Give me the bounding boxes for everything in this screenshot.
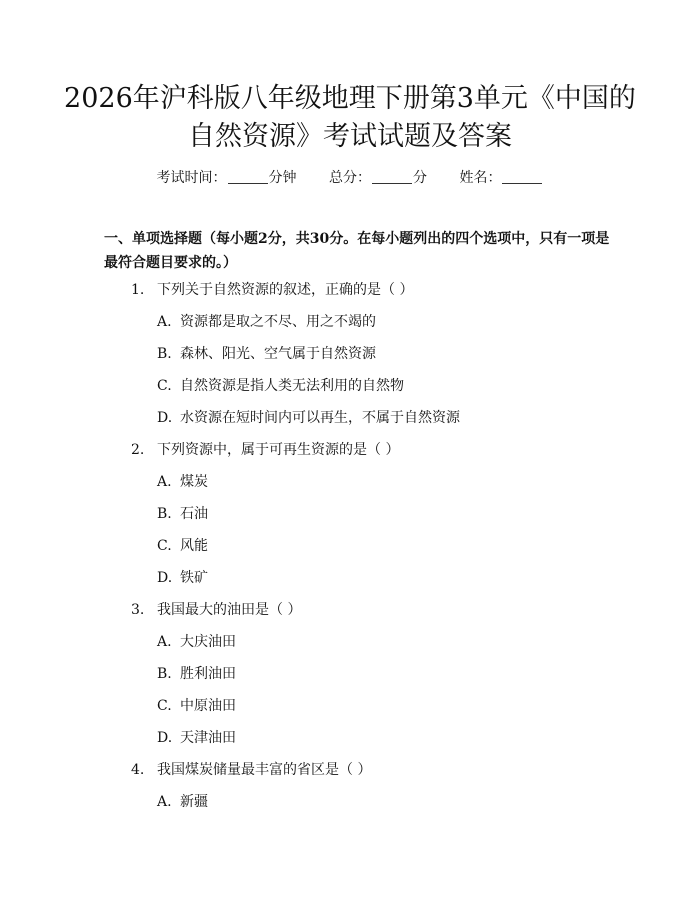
option-letter: D. bbox=[157, 410, 173, 426]
option-b bbox=[0, 342, 700, 374]
option-text: 石油 bbox=[180, 506, 208, 522]
option-letter: A. bbox=[157, 794, 172, 810]
option-letter: A. bbox=[157, 634, 172, 650]
option-letter: B. bbox=[157, 506, 172, 522]
exam-title: 2026年沪科版八年级地理下册第3单元《中国的自然资源》考试试题及答案 bbox=[64, 83, 636, 152]
student-name-label: 姓名： bbox=[459, 170, 502, 186]
total-score-label: 总分： bbox=[329, 170, 371, 186]
exam-time-field bbox=[157, 170, 297, 186]
question-stem bbox=[0, 598, 700, 630]
option-text: 资源都是取之不尽、用之不竭的 bbox=[180, 314, 376, 330]
option-c bbox=[0, 534, 700, 566]
total-score-field bbox=[329, 170, 427, 186]
option-a bbox=[0, 310, 700, 342]
question-stem bbox=[0, 438, 700, 470]
option-letter: A. bbox=[157, 474, 172, 490]
question-stem bbox=[0, 758, 700, 790]
option-letter: D. bbox=[157, 730, 173, 746]
question-text: 下列关于自然资源的叙述，正确的是（ ） bbox=[157, 282, 414, 298]
exam-time-label: 考试时间： bbox=[156, 170, 227, 186]
option-letter: B. bbox=[157, 666, 172, 682]
option-letter: C. bbox=[157, 378, 172, 394]
option-text: 中原油田 bbox=[180, 698, 236, 714]
option-text: 铁矿 bbox=[180, 570, 208, 586]
exam-time-unit: 分钟 bbox=[268, 170, 297, 186]
question-text: 下列资源中，属于可再生资源的是（ ） bbox=[157, 442, 400, 458]
question-number: 2. bbox=[131, 442, 145, 458]
option-text: 胜利油田 bbox=[180, 666, 236, 682]
question-number: 4. bbox=[131, 762, 145, 778]
question-number: 3. bbox=[131, 602, 145, 618]
option-a bbox=[0, 630, 700, 662]
option-b bbox=[0, 502, 700, 534]
option-text: 自然资源是指人类无法利用的自然物 bbox=[180, 378, 404, 394]
total-score-blank bbox=[372, 183, 412, 184]
question-3 bbox=[0, 598, 700, 758]
question-text: 我国煤炭储量最丰富的省区是（ ） bbox=[157, 762, 372, 778]
option-text: 风能 bbox=[180, 538, 208, 554]
option-text: 天津油田 bbox=[180, 730, 236, 746]
exam-meta bbox=[0, 168, 700, 188]
section-heading: 一、单项选择题（每小题2分，共30分。在每小题列出的四个选项中，只有一项是最符合题目要求的。） bbox=[104, 231, 610, 271]
option-text: 煤炭 bbox=[180, 474, 208, 490]
question-2 bbox=[0, 438, 700, 598]
exam-time-blank bbox=[228, 183, 268, 184]
question-1 bbox=[0, 278, 700, 438]
option-letter: B. bbox=[157, 346, 172, 362]
option-letter: C. bbox=[157, 698, 172, 714]
total-score-unit: 分 bbox=[413, 170, 427, 186]
question-list bbox=[0, 278, 700, 822]
option-b bbox=[0, 662, 700, 694]
option-a bbox=[0, 470, 700, 502]
question-stem bbox=[0, 278, 700, 310]
option-text: 新疆 bbox=[180, 794, 208, 810]
option-d bbox=[0, 406, 700, 438]
student-name-blank bbox=[502, 183, 542, 184]
option-c bbox=[0, 694, 700, 726]
option-letter: D. bbox=[157, 570, 173, 586]
option-d bbox=[0, 566, 700, 598]
option-c bbox=[0, 374, 700, 406]
question-number: 1. bbox=[131, 282, 145, 298]
option-text: 森林、阳光、空气属于自然资源 bbox=[180, 346, 376, 362]
student-name-field bbox=[459, 170, 543, 186]
question-4 bbox=[0, 758, 700, 822]
question-text: 我国最大的油田是（ ） bbox=[157, 602, 302, 618]
option-d bbox=[0, 726, 700, 758]
option-a bbox=[0, 790, 700, 822]
option-letter: C. bbox=[157, 538, 172, 554]
option-letter: A. bbox=[157, 314, 172, 330]
option-text: 大庆油田 bbox=[180, 634, 236, 650]
option-text: 水资源在短时间内可以再生，不属于自然资源 bbox=[180, 410, 460, 426]
